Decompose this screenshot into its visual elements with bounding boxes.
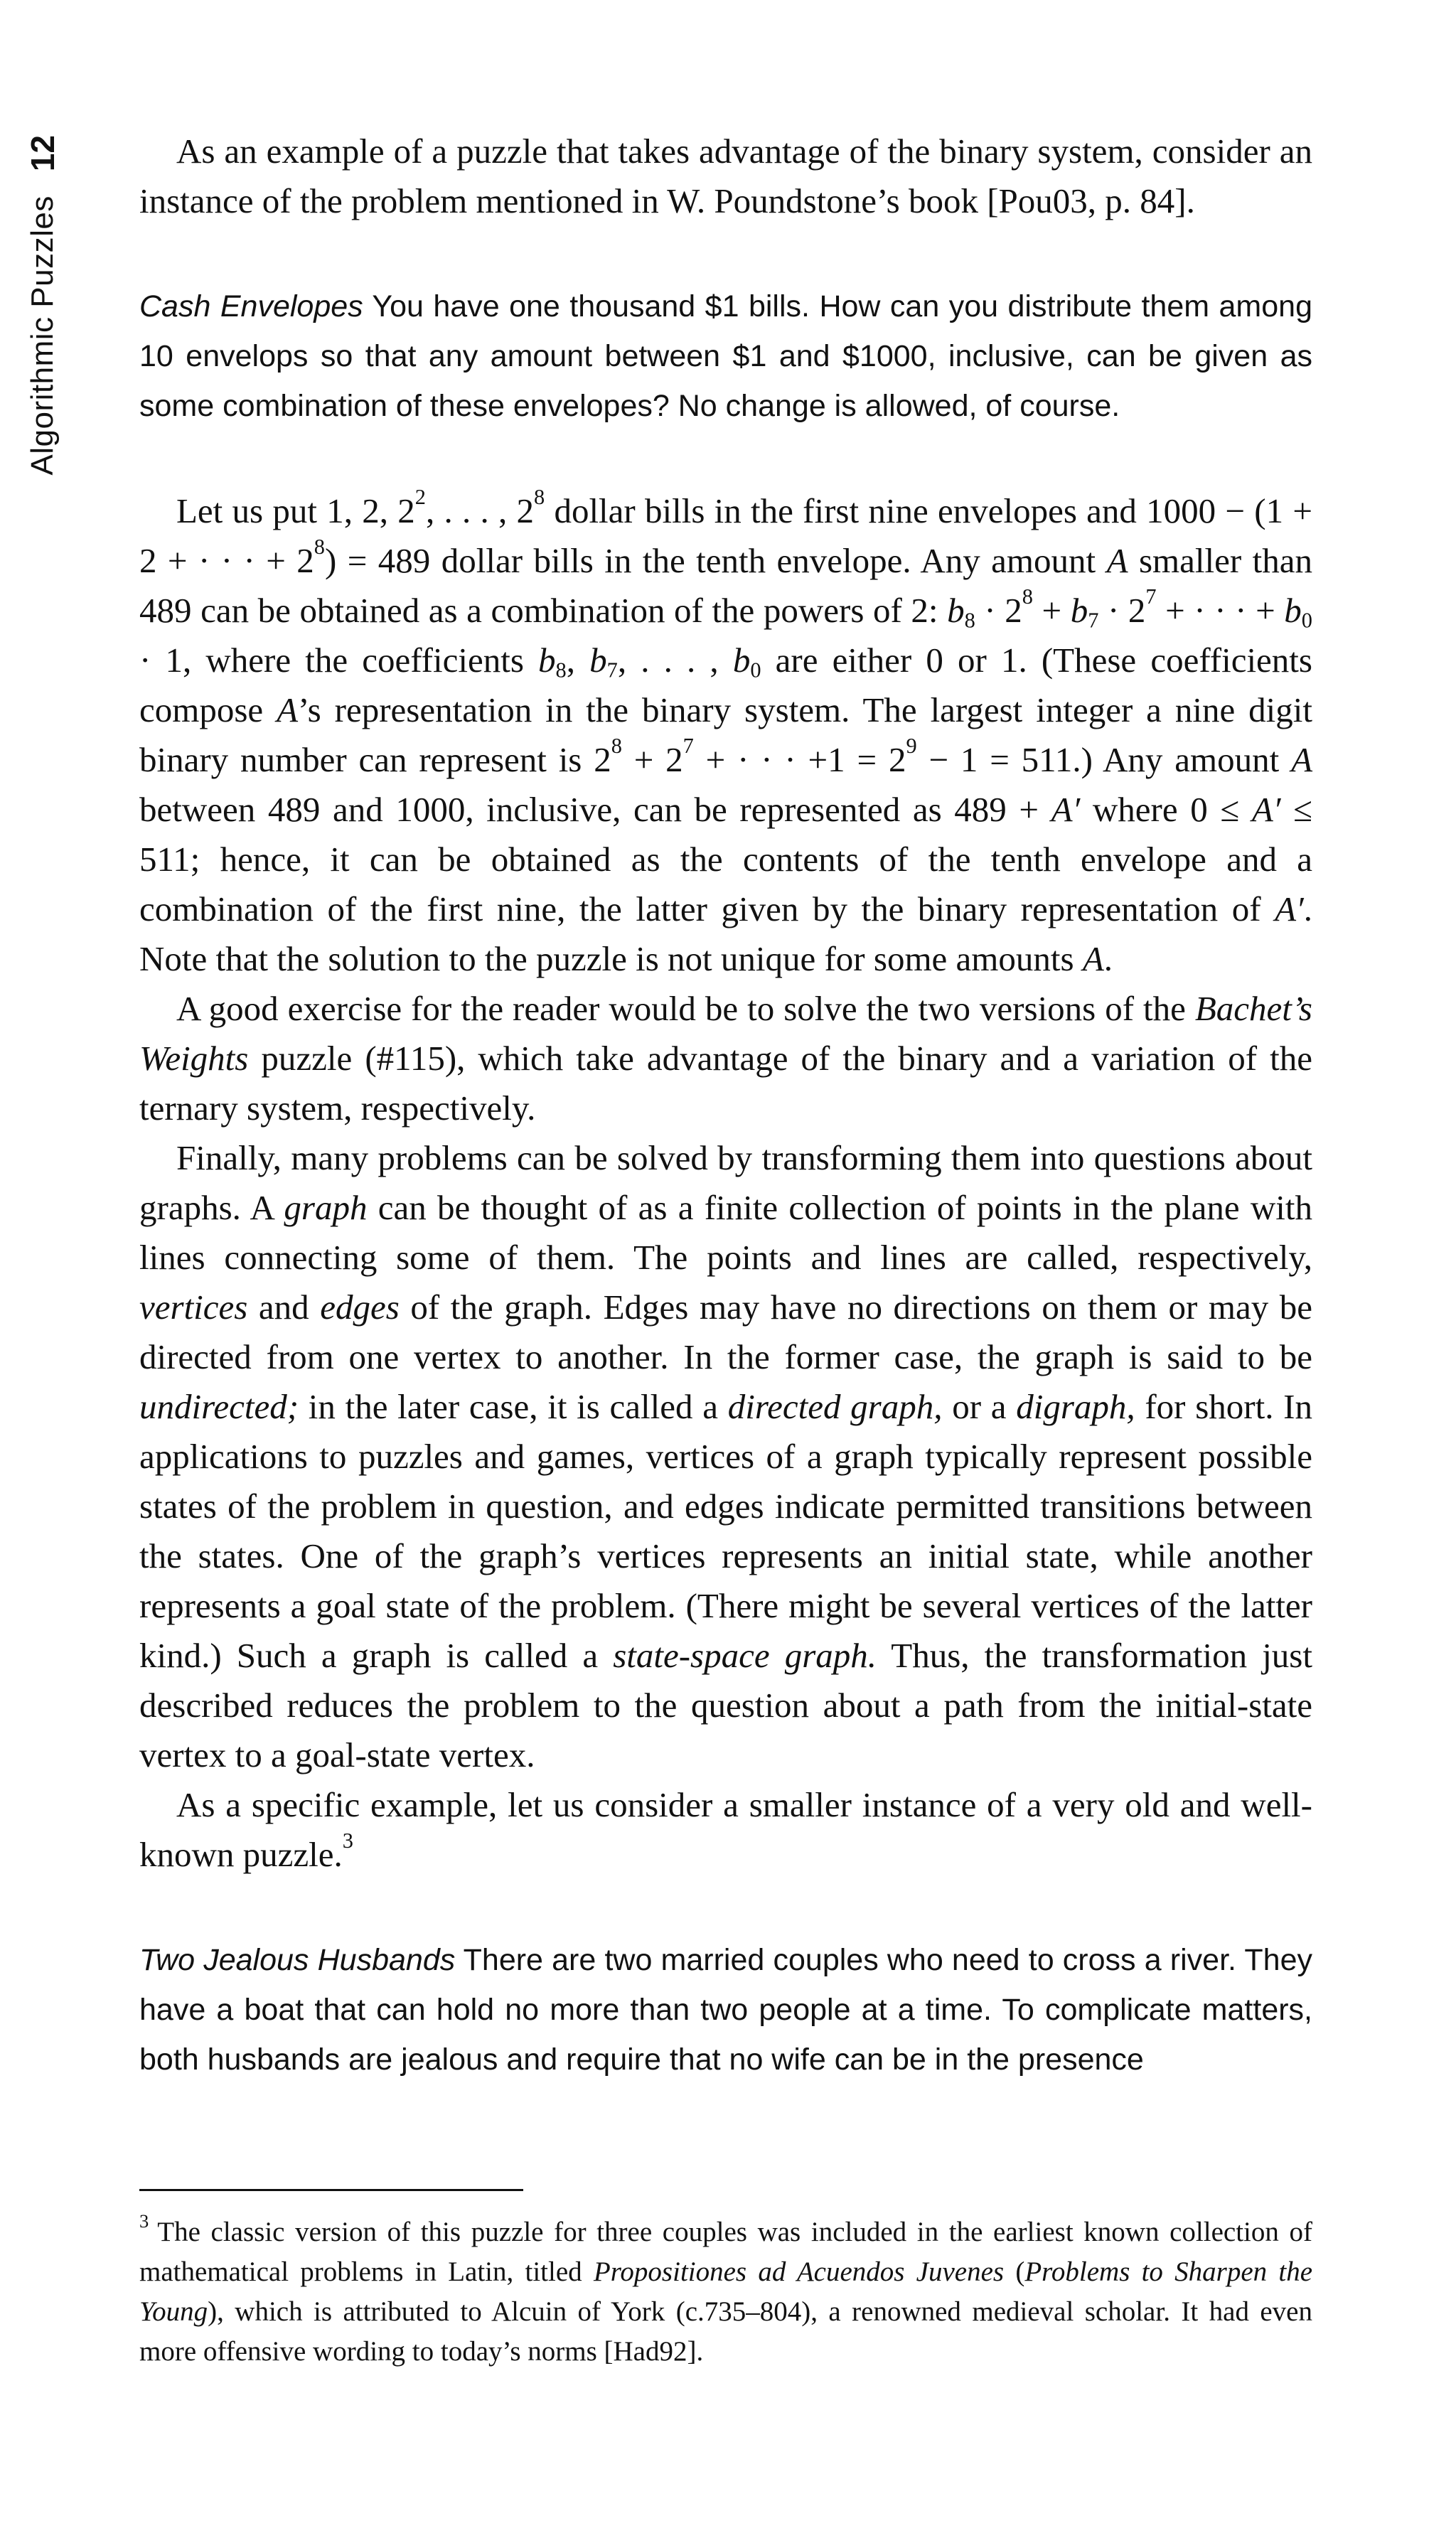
puzzle-title: Two Jealous Husbands	[139, 1943, 456, 1977]
running-title: Algorithmic Puzzles	[25, 196, 60, 476]
intro-paragraph: As an example of a puzzle that takes advantage of the binary system, consider an instance of the problem mentioned in W. Poundstone’s book [Pou03, p. 84].	[139, 132, 1312, 220]
footnote-number: 3	[139, 2210, 149, 2232]
specific-example-paragraph: As a specific example, let us consider a smaller instance of a very old and well-known puzzle.$^3$	[139, 1785, 1312, 1874]
puzzle-text: There are two married couples who need to cross a river. They have a boat that can hold no more than two people at a time. To complicate matters, both husbands are jealous and require that no wife can be in the presence	[139, 1943, 1312, 2077]
puzzle-text: You have one thousand $1 bills. How can you distribute them among 10 envelops so that any amount between $1 and $1000, inclusive, can be given as some combination of these envelopes? No change is allowed, of course.	[139, 289, 1312, 423]
footnote-rule	[139, 2189, 523, 2191]
graphs-paragraph: Finally, many problems can be solved by transforming them into questions about graphs. A graph can be thought of as a finite collection of points in the plane with lines connecting some of them. The points and lines are called, respectively, vertices and edges of the graph. Edges may have no directions on them or may be directed from one vertex to another. In the former case, the graph is said to be undirected; in the later case, it is called a directed graph, or a digraph, for short. In applications to puzzles and games, vertices of a graph typically represent possible states of the problem in question, and edges indicate permitted transitions between the states. One of the graph’s vertices represents an initial state, while another represents a goal state of the problem. (There might be several vertices of the latter kind.) Such a graph is called a state-space graph. Thus, the transformation just described reduces the problem to the question about a path from the initial-state vertex to a goal-state vertex.	[139, 1138, 1313, 1774]
main-text	[139, 127, 1312, 2084]
cash-envelopes-puzzle	[139, 282, 1312, 431]
two-jealous-husbands-puzzle	[139, 1935, 1312, 2084]
footnote-reference: 3	[342, 1829, 353, 1853]
page-number: 12	[24, 135, 61, 172]
footnote: $^3$ The classic version of this puzzle for three couples was included in the earliest known collection of mathematical problems in Latin, titled Propositiones ad Acuendos Juvenes (Problems to Sharpen the Young), which is attributed to Alcuin of York (c.735–804), a renowned medieval scholar. It had even more offensive wording to today’s norms [Had92].	[139, 2210, 1313, 2367]
puzzle-title: Cash Envelopes	[139, 289, 363, 323]
running-header	[20, 135, 65, 505]
solution-paragraph: Let us put 1, 2, $2^2$, . . . , $2^8$ dollar bills in the first nine envelopes and 1000 − (1 + 2 + · · · + $2^8) = 489$ dollar bills in the tenth envelope. Any amount A smaller than 489 can be obtained as a combination of the powers of 2: $b_8 \cdot 2^8 + b_7 \cdot 2^7$ + · · · + $b_0 \cdot 1$, where the coefficients $b_8$, $b_7$, . . . , $b_0$ are either 0 or 1. (These coefficients compose A’s representation in the binary system. The largest integer a nine digit binary number can represent is $2^8 + 2^7$ + · · · $+1 = 2^9 - 1 = 511$.) Any amount A between 489 and 1000, inclusive, can be represented as 489 + A′ where 0 ≤ A′ ≤ 511; hence, it can be obtained as the contents of the tenth envelope and a combination of the first nine, the latter given by the binary representation of A′. Note that the solution to the puzzle is not unique for some amounts A.	[139, 485, 1313, 978]
exercise-paragraph: A good exercise for the reader would be to solve the two versions of the Bachet’s Weights puzzle (#115), which take advantage of the binary and a variation of the ternary system, respectively.	[139, 989, 1312, 1128]
